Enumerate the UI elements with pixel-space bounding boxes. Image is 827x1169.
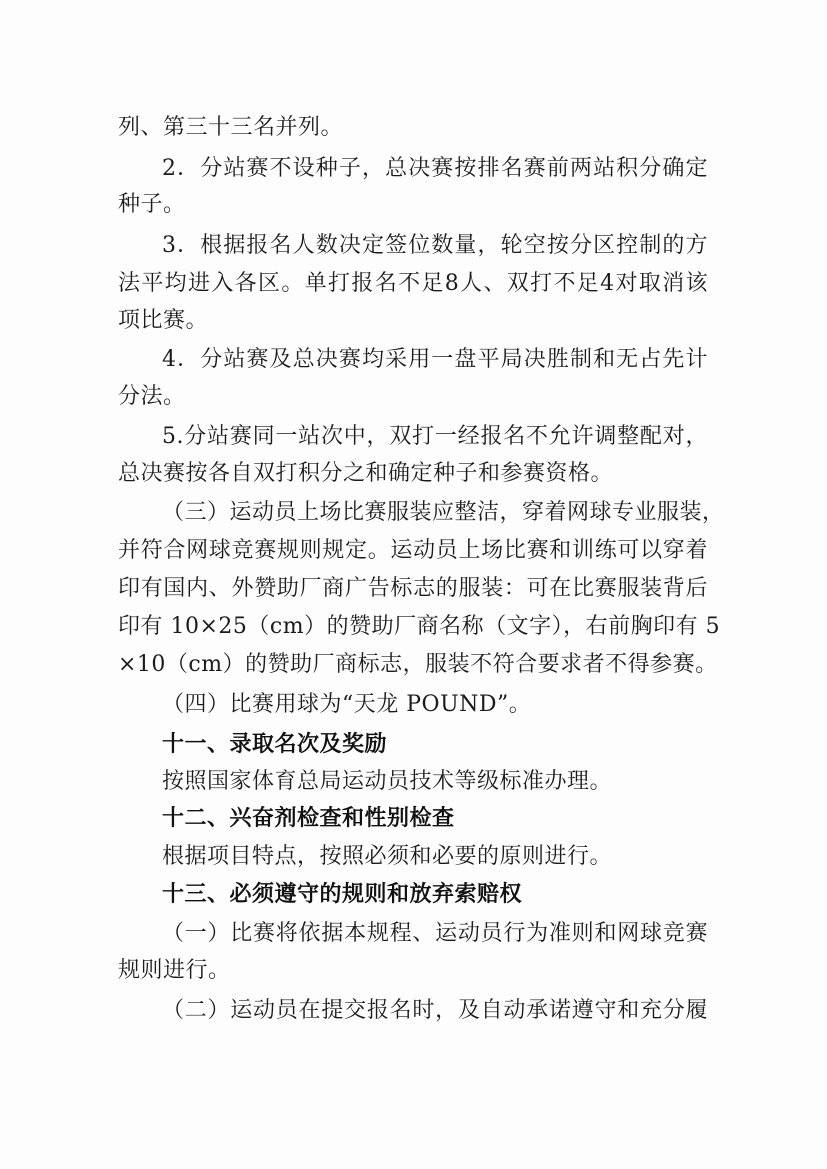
text-line-6: 项比赛。 — [118, 308, 209, 333]
text-line-2: 2．分站赛不设种子，总决赛按排名赛前两站积分确定 — [162, 156, 708, 181]
text-line-8: 分法。 — [118, 384, 186, 409]
text-line-20: 根据项目特点，按照必须和必要的原则进行。 — [162, 844, 613, 869]
text-line-11: （三）运动员上场比赛服装应整洁，穿着网球专业服装， — [162, 500, 725, 525]
text-line-16: （四）比赛用球为“天龙 POUND”。 — [162, 692, 532, 717]
text-line-18: 按照国家体育总局运动员技术等级标准办理。 — [162, 769, 613, 794]
text-line-1: 列、第三十三名并列。 — [118, 115, 344, 140]
text-line-9: 5.分站赛同一站次中，双打一经报名不允许调整配对， — [162, 424, 708, 449]
text-line-24: （二）运动员在提交报名时，及自动承诺遵守和充分履 — [162, 998, 708, 1023]
text-line-7: 4．分站赛及总决赛均采用一盘平局决胜制和无占先计 — [162, 347, 708, 372]
text-line-15: ×10（cm）的赞助厂商标志，服装不符合要求者不得参赛。 — [118, 652, 718, 677]
text-line-23: 规则进行。 — [118, 958, 231, 983]
section-heading-12: 十二、兴奋剂检查和性别检查 — [162, 806, 455, 831]
text-line-5: 法平均进入各区。单打报名不足8人、双打不足4对取消该 — [118, 271, 708, 296]
text-line-22: （一）比赛将依据本规程、运动员行为准则和网球竞赛 — [162, 921, 708, 946]
text-line-14: 印有 10×25（cm）的赞助厂商名称（文字），右前胸印有 5 — [118, 614, 721, 639]
section-heading-13: 十三、必须遵守的规则和放弃索赔权 — [162, 882, 523, 907]
text-line-4: 3．根据报名人数决定签位数量，轮空按分区控制的方 — [162, 233, 708, 258]
section-heading-11: 十一、录取名次及奖励 — [162, 732, 388, 757]
text-line-3: 种子。 — [118, 192, 186, 217]
text-line-10: 总决赛按各自双打积分之和确定种子和参赛资格。 — [118, 461, 614, 486]
text-line-12: 并符合网球竞赛规则规定。运动员上场比赛和训练可以穿着 — [118, 538, 708, 563]
text-line-13: 印有国内、外赞助厂商广告标志的服装：可在比赛服装背后 — [118, 576, 708, 601]
